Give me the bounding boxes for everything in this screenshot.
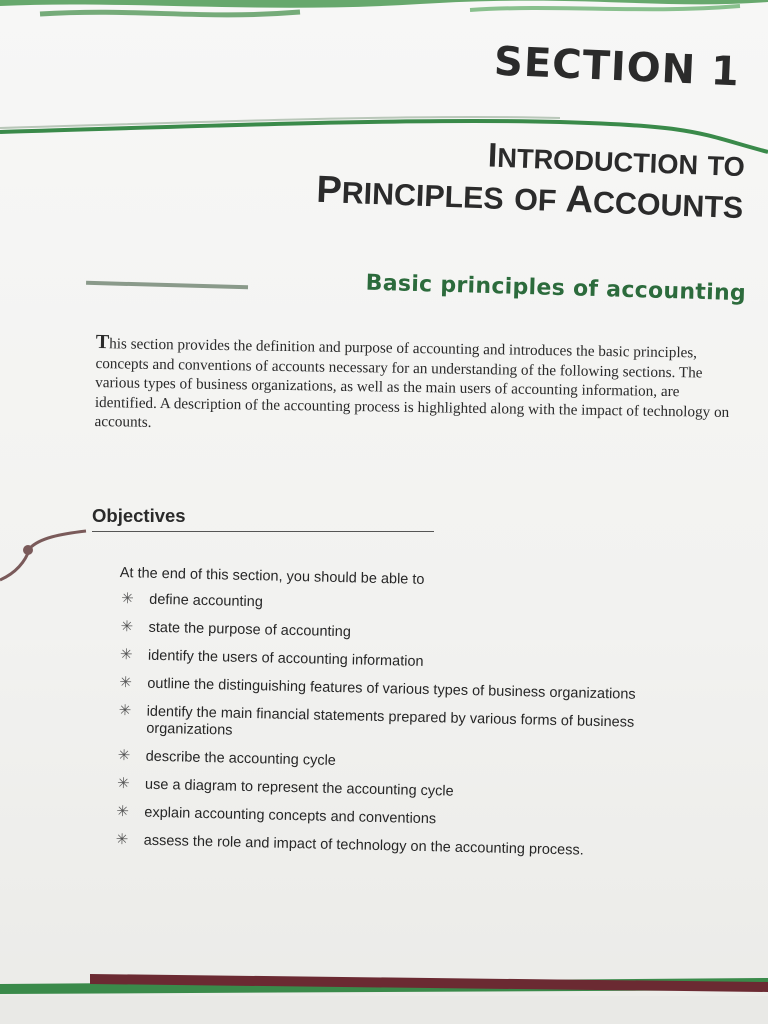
bottom-band xyxy=(0,968,768,1024)
objective-item xyxy=(112,832,672,862)
intro-paragraph xyxy=(94,333,735,442)
asterisk-bullet-icon: ✳ xyxy=(116,775,130,793)
asterisk-bullet-icon: ✳ xyxy=(115,831,129,849)
objective-text: describe the accounting cycle xyxy=(145,748,337,769)
title-line-1: INTRODUCTION TO xyxy=(487,136,746,183)
objective-item xyxy=(117,591,677,621)
objective-item xyxy=(115,675,675,705)
asterisk-bullet-icon: ✳ xyxy=(121,590,135,608)
objective-text: outline the distinguishing features of various types of business organizations xyxy=(147,675,636,703)
objective-text: use a diagram to represent the accounting cycle xyxy=(144,776,454,800)
objective-text: state the purpose of accounting xyxy=(148,619,352,641)
objective-item xyxy=(116,619,676,649)
subheading: Basic principles of accounting xyxy=(365,270,747,307)
objective-item xyxy=(116,647,676,677)
intro-dropcap: T xyxy=(95,331,110,354)
title-line-2: PRINCIPLES OF ACCOUNTS xyxy=(315,168,744,226)
asterisk-bullet-icon: ✳ xyxy=(117,747,131,765)
intro-text: his section provides the definition and purpose of accounting and introduces the basic principles, concepts and conventions of accounts necessary for an understanding of the following sections. The various types of business organizations, as well as the main users of accounting information, are identified. A description of the accounting process is highlighted along with the impact of technology on accounts. xyxy=(94,335,730,431)
objective-text: define accounting xyxy=(149,591,264,611)
objectives-list xyxy=(111,565,678,873)
objective-text: explain accounting concepts and conventions xyxy=(144,804,437,828)
asterisk-bullet-icon: ✳ xyxy=(116,803,130,821)
objective-item xyxy=(113,748,673,778)
asterisk-bullet-icon: ✳ xyxy=(120,618,134,636)
objectives-rule xyxy=(92,531,434,532)
page-title xyxy=(315,130,745,229)
asterisk-bullet-icon: ✳ xyxy=(118,702,132,720)
objective-text: identify the main financial statements prepared by various forms of business organizations xyxy=(146,703,635,739)
objective-text: identify the users of accounting information xyxy=(147,647,424,670)
subheading-rule xyxy=(86,281,248,290)
objectives-heading: Objectives xyxy=(92,505,186,526)
objective-item xyxy=(113,776,673,806)
section-label: SECTION 1 xyxy=(493,38,741,96)
objectives-lead: At the end of this section, you should be able to xyxy=(119,565,425,588)
objective-item xyxy=(112,804,672,834)
objective-item xyxy=(114,703,675,750)
objective-text: assess the role and impact of technology on the accounting process. xyxy=(143,832,584,859)
asterisk-bullet-icon: ✳ xyxy=(119,674,133,692)
asterisk-bullet-icon: ✳ xyxy=(119,646,133,664)
